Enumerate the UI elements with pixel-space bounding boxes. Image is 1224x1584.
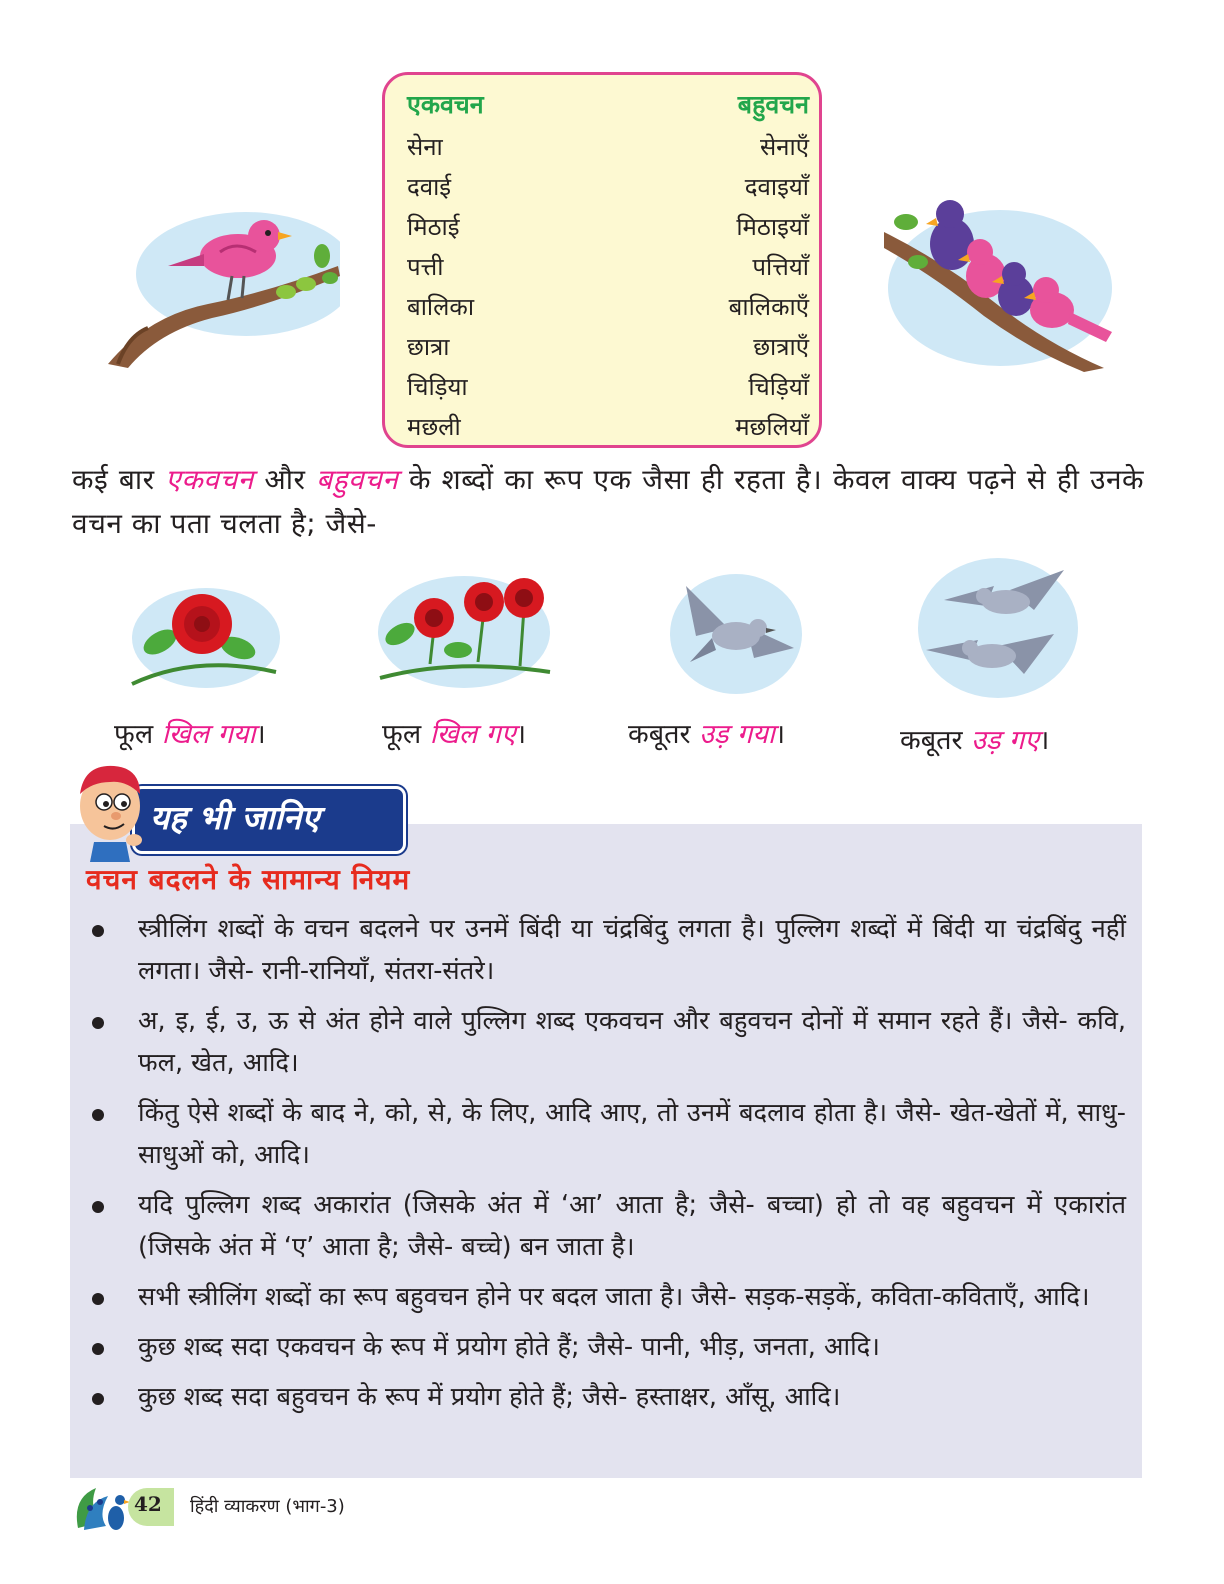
caption-verb: उड़ गए bbox=[971, 725, 1040, 756]
rule-text: स्त्रीलिंग शब्दों के वचन बदलने पर उनमें बिंदी या चंद्रबिंदु लगता है। पुल्लिग शब्दों में बिंदी या चंद्रबिंदु नहीं लगता। जैसे- रानी-रानियाँ, संतरा-संतरे। bbox=[138, 914, 1126, 986]
table-rows bbox=[407, 127, 809, 447]
single-rose-illustration bbox=[126, 584, 282, 696]
plural-word: बालिकाएँ bbox=[728, 293, 809, 321]
rule-text: सभी स्त्रीलिंग शब्दों का रूप बहुवचन होने पर बदल जाता है। जैसे- सड़क-सड़कें, कविता-कविताएँ, आदि। bbox=[138, 1282, 1090, 1312]
plural-word: चिड़ियाँ bbox=[748, 373, 809, 401]
singular-word: मिठाई bbox=[407, 213, 460, 241]
singular-word: मछली bbox=[407, 413, 461, 441]
list-item bbox=[86, 1000, 1126, 1084]
peacock-icon bbox=[72, 1478, 132, 1534]
bullet-icon bbox=[92, 1343, 104, 1355]
list-item bbox=[86, 1092, 1126, 1176]
rule-text: किंतु ऐसे शब्दों के बाद ने, को, से, के लिए, आदि आए, तो उनमें बदलाव होता है। जैसे- खेत-खेतों में, साधु-साधुओं को, आदि। bbox=[138, 1098, 1126, 1170]
caption-end: । bbox=[255, 719, 266, 750]
rule-text: यदि पुल्लिग शब्द अकारांत (जिसके अंत में ‘आ’ आता है; जैसे- बच्चा) हो तो वह बहुवचन में एकारांत (जिसके अंत में ‘ए’ आता है; जैसे- बच्चे) बन जाता है। bbox=[138, 1190, 1126, 1262]
list-item bbox=[86, 1276, 1126, 1318]
plural-word: दवाइयाँ bbox=[744, 173, 809, 201]
singular-plural-table bbox=[382, 72, 822, 448]
caption-1 bbox=[114, 714, 266, 751]
many-pigeons-illustration bbox=[914, 550, 1082, 702]
list-item bbox=[86, 1376, 1126, 1418]
caption-verb: खिल गया bbox=[161, 719, 256, 750]
intro-text-3: के शब्दों का रूप एक जैसा ही रहता है। केवल वाक्य पढ़ने से ही उनके वचन का पता चलता है; जैसे- bbox=[72, 463, 1144, 540]
plural-word: पत्तियाँ bbox=[752, 253, 809, 281]
singular-word: बालिका bbox=[407, 293, 475, 321]
intro-paragraph bbox=[72, 458, 1144, 546]
table-row bbox=[407, 327, 809, 367]
plural-word: मछलियाँ bbox=[735, 413, 809, 441]
plural-word: मिठाइयाँ bbox=[736, 213, 809, 241]
caption-verb: उड़ गया bbox=[699, 719, 775, 750]
caption-end: । bbox=[1039, 725, 1050, 756]
caption-verb: खिल गए bbox=[429, 719, 516, 750]
highlight-singular: एकवचन bbox=[165, 463, 254, 496]
caption-end: । bbox=[774, 719, 786, 750]
table-row bbox=[407, 287, 809, 327]
many-birds-illustration bbox=[884, 192, 1116, 372]
singular-word: दवाई bbox=[407, 173, 452, 201]
caption-noun: कबूतर bbox=[628, 719, 700, 750]
table-row bbox=[407, 367, 809, 407]
plural-word: छात्राएँ bbox=[753, 333, 809, 361]
plural-word: सेनाएँ bbox=[759, 133, 809, 161]
table-row bbox=[407, 167, 809, 207]
rules-list bbox=[86, 908, 1126, 1426]
singular-word: पत्ती bbox=[407, 253, 444, 281]
table-row bbox=[407, 127, 809, 167]
single-pigeon-illustration bbox=[666, 566, 804, 698]
highlight-plural: बहुवचन bbox=[316, 463, 399, 496]
list-item bbox=[86, 1184, 1126, 1268]
caption-3 bbox=[628, 714, 785, 751]
singular-word: सेना bbox=[407, 133, 443, 161]
singular-word: चिड़िया bbox=[407, 373, 468, 401]
bullet-icon bbox=[92, 1293, 104, 1305]
caption-end: । bbox=[515, 719, 527, 750]
caption-noun: फूल bbox=[114, 719, 162, 750]
know-more-title: यह भी जानिए bbox=[150, 798, 320, 837]
caption-noun: फूल bbox=[382, 719, 430, 750]
single-bird-illustration bbox=[108, 196, 340, 368]
book-title: हिंदी व्याकरण (भाग-3) bbox=[190, 1496, 345, 1517]
bullet-icon bbox=[92, 1017, 104, 1029]
intro-text-2: और bbox=[253, 463, 317, 496]
bullet-icon bbox=[92, 1393, 104, 1405]
header-singular: एकवचन bbox=[407, 90, 484, 119]
header-plural: बहुवचन bbox=[737, 90, 809, 119]
many-roses-illustration bbox=[374, 568, 554, 692]
caption-4 bbox=[900, 720, 1049, 757]
rule-text: अ, इ, ई, उ, ऊ से अंत होने वाले पुल्लिग शब्द एकवचन और बहुवचन दोनों में समान रहते हैं। जैसे- कवि, फल, खेत, आदि। bbox=[138, 1006, 1126, 1078]
intro-text-1: कई बार bbox=[72, 463, 166, 496]
caption-2 bbox=[382, 714, 526, 751]
singular-word: छात्रा bbox=[407, 333, 450, 361]
page-number: 42 bbox=[134, 1492, 162, 1516]
list-item bbox=[86, 908, 1126, 992]
caption-noun: कबूतर bbox=[900, 725, 972, 756]
rules-heading: वचन बदलने के सामान्य नियम bbox=[86, 863, 411, 896]
table-row bbox=[407, 207, 809, 247]
rule-text: कुछ शब्द सदा एकवचन के रूप में प्रयोग होते हैं; जैसे- पानी, भीड़, जनता, आदि। bbox=[138, 1332, 880, 1362]
bullet-icon bbox=[92, 1109, 104, 1121]
bullet-icon bbox=[92, 1201, 104, 1213]
table-row bbox=[407, 407, 809, 447]
rule-text: कुछ शब्द सदा बहुवचन के रूप में प्रयोग होते हैं; जैसे- हस्ताक्षर, आँसू, आदि। bbox=[138, 1382, 841, 1412]
bullet-icon bbox=[92, 925, 104, 937]
boy-mascot-icon bbox=[70, 758, 146, 862]
list-item bbox=[86, 1326, 1126, 1368]
table-row bbox=[407, 247, 809, 287]
